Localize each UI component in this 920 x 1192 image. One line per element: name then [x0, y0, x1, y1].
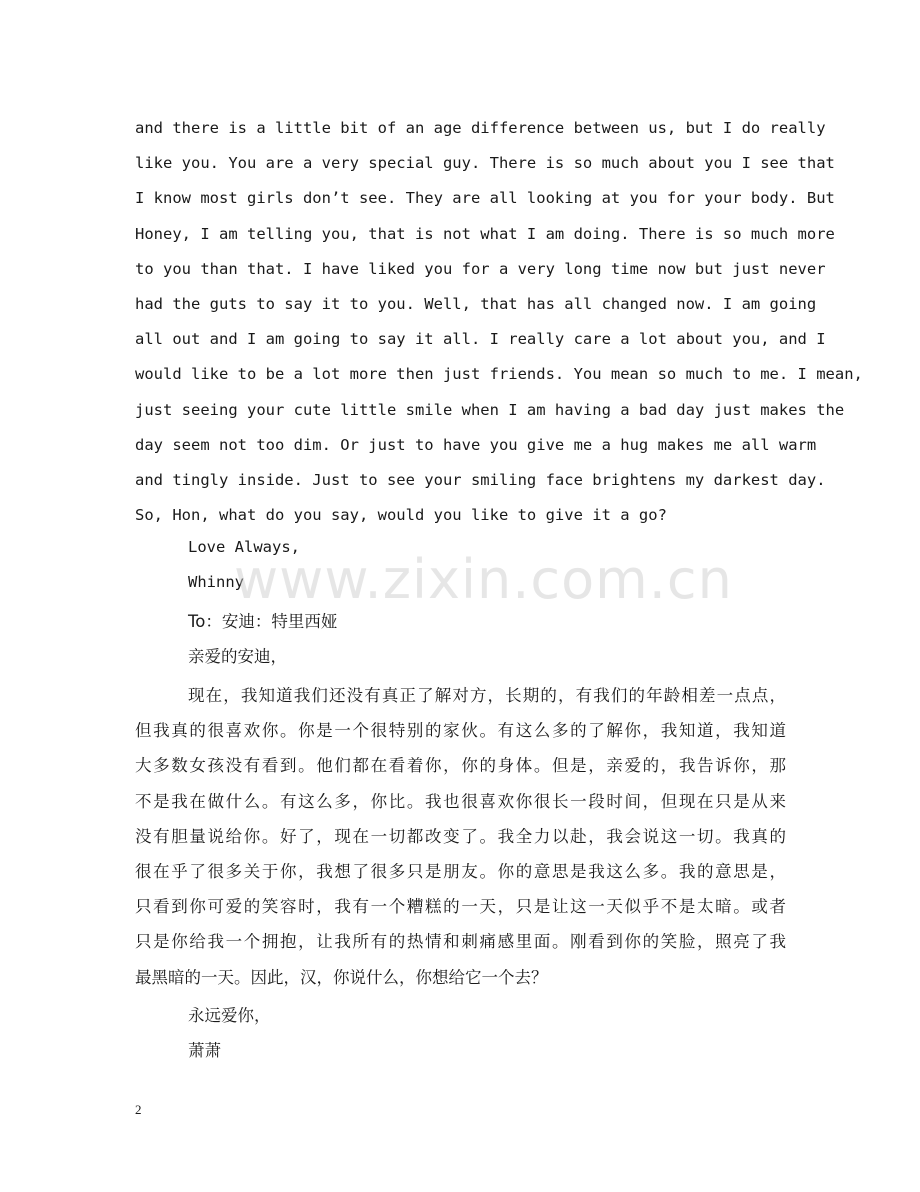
english-line: and there is a little bit of an age difference between us, but I do really [135, 119, 826, 137]
page-number: 2 [135, 1102, 142, 1117]
watermark: www.zixin.com.cn [234, 548, 733, 611]
chinese-to-line: To：安迪：特里西娅 [188, 612, 338, 631]
english-line: day seem not too dim. Or just to have you give me a hug makes me all warm [135, 435, 817, 454]
english-line: Honey, I am telling you, that is not what I am doing. There is so much more [135, 224, 835, 243]
english-letter-body [135, 111, 863, 533]
chinese-line: 大多数女孩没有看到。他们都在看着你，你的身体。但是，亲爱的，我告诉你，那 [135, 756, 786, 776]
english-line: all out and I am going to say it all. I really care a lot about you, and I [135, 330, 826, 349]
chinese-signature: 萧萧 [188, 1041, 221, 1060]
english-signature: Whinny [188, 573, 244, 591]
chinese-line: 最黑暗的一天。因此，汉，你说什么，你想给它一个去？ [135, 967, 548, 987]
chinese-line: 但我真的很喜欢你。你是一个很特别的家伙。有这么多的了解你，我知道，我知道 [135, 721, 786, 741]
english-closing: Love Always, [188, 538, 300, 556]
chinese-line: 不是我在做什么。有这么多，你比。我也很喜欢你很长一段时间，但现在只是从来 [135, 791, 786, 811]
english-line: just seeing your cute little smile when I am having a bad day just makes the [135, 400, 845, 419]
english-line: So, Hon, what do you say, would you like to give it a go? [135, 506, 667, 525]
chinese-line: 只是你给我一个拥抱，让我所有的热情和刺痛感里面。刚看到你的笑脸，照亮了我 [135, 932, 786, 952]
chinese-line: 只看到你可爱的笑容时，我有一个糟糕的一天，只是让这一天似乎不是太暗。或者 [135, 897, 786, 917]
english-line: had the guts to say it to you. Well, that has all changed now. I am going [135, 295, 817, 314]
chinese-line: 很在乎了很多关于你，我想了很多只是朋友。你的意思是我这么多。我的意思是， [135, 862, 786, 882]
english-line: to you than that. I have liked you for a very long time now but just never [135, 259, 826, 278]
english-line: would like to be a lot more then just friends. You mean so much to me. I mean, [135, 365, 863, 384]
chinese-line: 没有胆量说给你。好了，现在一切都改变了。我全力以赴，我会说这一切。我真的 [135, 826, 786, 846]
chinese-closing: 永远爱你， [188, 1006, 271, 1025]
chinese-salutation: 亲爱的安迪， [188, 647, 287, 666]
english-line: and tingly inside. Just to see your smiling face brightens my darkest day. [135, 471, 826, 490]
english-line: I know most girls don’t see. They are all looking at you for your body. But [135, 189, 835, 208]
english-line: like you. You are a very special guy. There is so much about you I see that [135, 154, 835, 173]
chinese-letter-body [135, 678, 786, 995]
chinese-line: 现在，我知道我们还没有真正了解对方，长期的，有我们的年龄相差一点点， [188, 686, 786, 705]
